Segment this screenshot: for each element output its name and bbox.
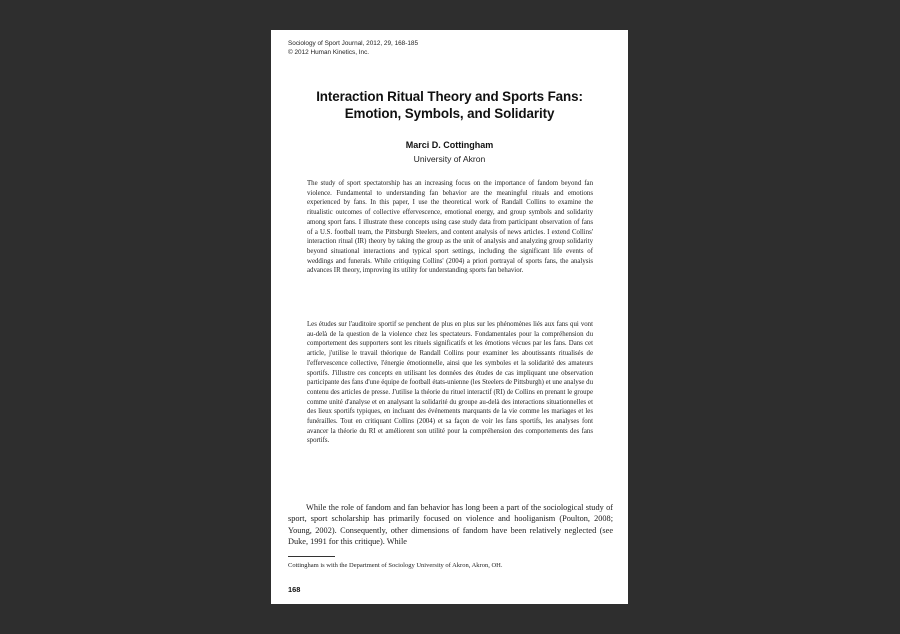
page-number: 168	[288, 585, 301, 594]
author-name: Marci D. Cottingham	[405, 140, 494, 150]
journal-line-1: Sociology of Sport Journal, 2012, 29, 168-185	[288, 40, 419, 47]
abstract-french: Les études sur l'auditoire sportif se penchent de plus en plus sur les phénomènes liés aux fans qui vont au-delà de la question de la violence chez les spectateurs. Fondamentales pour la compréhension du comportement des supporters sont les rituels significatifs et les émotions vécues par les fans. Dans cet article, j'utilise le travail théorique de Randall Collins pour examiner les aboutissants ritualisés de l'effervescence collective, l'énergie émotionnelle, ainsi que les symboles et la solidarité des amateurs sportifs. J'illustre ces concepts en utilisant les données des études de cas impliquant une observation participante des fans d'une équipe de football états-unienne (les Steelers de Pittsburgh) et une analyse du contenu des articles de presse. J'utilise la théorie du rituel interactif (RI) de Collins en prenant le groupe comme unité d'analyse et en analysant la solidarité du groupe au-delà des interactions situationnelles et des lieux sportifs typiques, en incluant des événements marquants de la vie comme les mariages et les funérailles. Tout en critiquant Collins (2004) et sa façon de voir les fans sportifs, les analyses font avancer la théorie du RI et améliorent son utilité pour la compréhension des comportements des fans sportifs.	[307, 321, 593, 445]
author-affiliation: University of Akron	[413, 154, 486, 164]
title-line-2: Emotion, Symbols, and Solidarity	[344, 106, 555, 121]
footnote: Cottingham is with the Department of Sociology University of Akron, Akron, OH.	[288, 562, 503, 569]
journal-citation	[288, 40, 418, 57]
abstract-english: The study of sport spectatorship has an increasing focus on the importance of fandom beyond fan violence. Fundamental to understanding fan behavior are the meaningful rituals and emotions experienced by fans. In this paper, I use the theoretical work of Randall Collins to examine the ritualistic outcomes of collective effervescence, emotional energy, and group symbols and solidarity among sport fans. I illustrate these concepts using case study data from participant observation of fans of a U.S. football team, the Pittsburgh Steelers, and content analysis of news articles. I extend Collins' interaction ritual (IR) theory by taking the group as the unit of analysis and analyzing group solidarity beyond situational interactions and typical sport settings, including the significant life events of weddings and funerals. While critiquing Collins' (2004) a priori portrayal of sports fans, the analysis advances IR theory, improving its utility for understanding sports fan behavior.	[307, 180, 593, 275]
title-line-1: Interaction Ritual Theory and Sports Fans:	[316, 89, 583, 104]
body-paragraph: While the role of fandom and fan behavior has long been a part of the sociological study of sport, sport scholarship has primarily focused on violence and hooliganism (Poulton, 2008; Young, 2002). Consequently, other dimensions of fandom have been relatively neglected (see Duke, 1991 for this critique). While	[288, 503, 613, 546]
paper-page	[271, 30, 628, 604]
journal-line-2: © 2012 Human Kinetics, Inc.	[288, 48, 370, 56]
paper-title	[271, 88, 628, 122]
footnote-divider	[288, 556, 335, 557]
